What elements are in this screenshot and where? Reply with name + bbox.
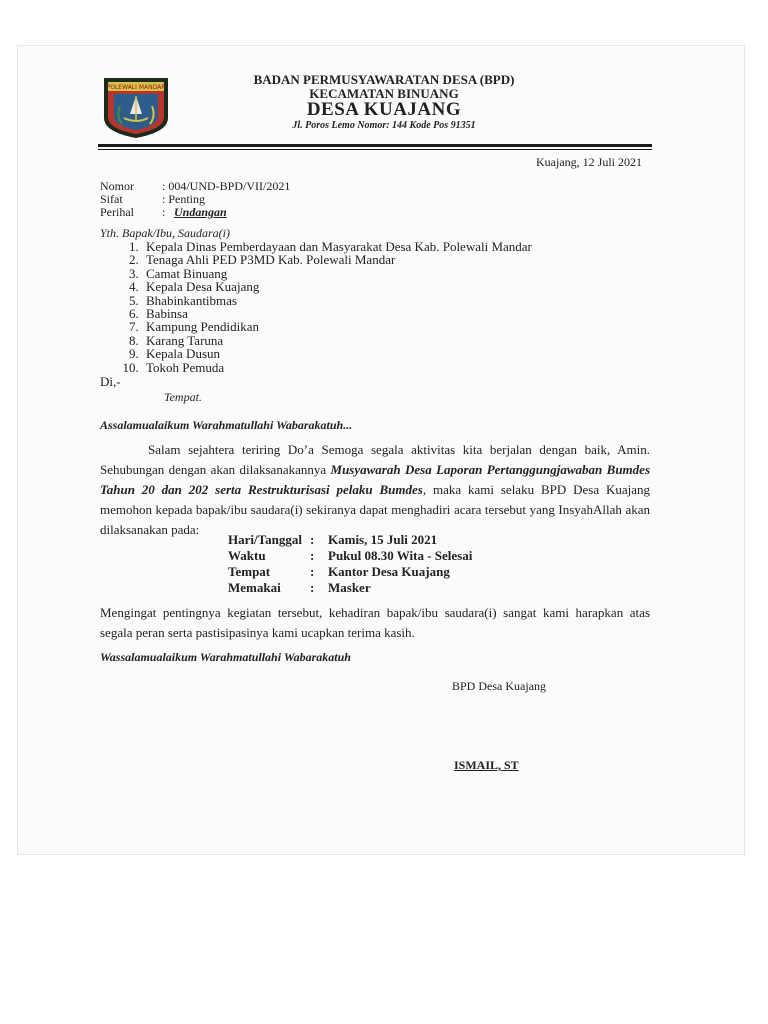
header-rule-thick <box>98 144 652 147</box>
meta-nomor-label: Nomor <box>100 179 134 193</box>
header-district: KECAMATAN BINUANG <box>309 86 459 101</box>
signatory: ISMAIL, ST <box>454 758 519 772</box>
body-event-name: Musyawarah Desa Laporan Pertanggungjawaban Bumdes Tahun 20 dan 202 serta Restrukturisasi pelaku Bumdes <box>100 462 650 497</box>
recipient-item: 10. Tokoh Pemuda <box>142 361 532 374</box>
di-line: Di,- <box>100 374 121 389</box>
closing-greeting: Wassalamualaikum Warahmatullahi Wabarakatuh <box>100 650 351 664</box>
meta-sifat-label: Sifat <box>100 192 123 206</box>
detail-colon: : <box>310 580 315 595</box>
meta-perihal-value: Undangan <box>174 205 227 219</box>
detail-row <box>228 532 472 548</box>
detail-value: Kantor Desa Kuajang <box>328 564 450 579</box>
detail-value: Pukul 08.30 Wita - Selesai <box>328 548 473 563</box>
detail-row <box>228 548 472 564</box>
header-village: DESA KUAJANG <box>306 99 462 120</box>
detail-label: Hari/Tanggal <box>228 532 302 547</box>
detail-colon: : <box>310 532 315 547</box>
recipient-list <box>100 240 532 374</box>
body-text-2: , maka kami selaku BPD Desa Kuajang memohon kepada bapak/ibu saudara(i) sekiranya dapat menghadiri acara tersebut yang InsyahAllah akan dilaksanakan pada: <box>100 482 650 537</box>
sender: BPD Desa Kuajang <box>452 679 546 693</box>
detail-colon: : <box>310 564 315 579</box>
body-paragraph <box>100 440 650 540</box>
recipient-item: 5. Bhabinkantibmas <box>142 294 532 307</box>
recipient-item: 2. Tenaga Ahli PED P3MD Kab. Polewali Mandar <box>142 253 532 266</box>
meta-perihal-label: Perihal <box>100 205 134 219</box>
recipient-item: 8. Karang Taruna <box>142 334 532 347</box>
salutation: Yth. Bapak/Ibu, Saudara(i) <box>100 226 230 240</box>
recipient-item: 7. Kampung Pendidikan <box>142 320 532 333</box>
recipient-item: 9. Kepala Dusun <box>142 347 532 360</box>
detail-row <box>228 564 472 580</box>
detail-row <box>228 580 472 596</box>
header-org: BADAN PERMUSYAWARATAN DESA (BPD) <box>253 72 515 87</box>
recipient-item: 6. Babinsa <box>142 307 532 320</box>
body-text-1: Salam sejahtera teriring Do’a Semoga segala aktivitas kita berjalan dengan baik, Amin. Sehubungan dengan akan dilaksanakannya <box>100 442 650 477</box>
recipient-item: 4. Kepala Desa Kuajang <box>142 280 532 293</box>
detail-value: Masker <box>328 580 371 595</box>
detail-label: Tempat <box>228 564 271 579</box>
header-address: Jl. Poros Lemo Nomor: 144 Kode Pos 91351 <box>292 120 476 131</box>
closing-paragraph: Mengingat pentingnya kegiatan tersebut, kehadiran bapak/ibu saudara(i) sangat kami harapkan atas segala peran serta pastisipasinya kami ucapkan terima kasih. <box>100 605 650 640</box>
tempat-line: Tempat. <box>164 390 202 404</box>
letter-date: Kuajang, 12 Juli 2021 <box>536 155 642 169</box>
detail-value: Kamis, 15 Juli 2021 <box>328 532 438 547</box>
detail-label: Memakai <box>228 580 281 595</box>
meta-perihal-colon: : <box>162 205 166 219</box>
logo-lettering: POLEWALI MANDAR <box>106 84 166 91</box>
recipient-item: 1. Kepala Dinas Pemberdayaan dan Masyarakat Desa Kab. Polewali Mandar <box>142 240 532 253</box>
event-details <box>228 532 472 596</box>
opening-greeting: Assalamualaikum Warahmatullahi Wabarakatuh... <box>100 418 353 432</box>
detail-label: Waktu <box>228 548 266 563</box>
header-rule-thin <box>98 149 652 150</box>
recipient-item: 3. Camat Binuang <box>142 267 532 280</box>
meta-sifat-value: : Penting <box>162 192 206 206</box>
detail-colon: : <box>310 548 315 563</box>
meta-nomor-value: : 004/UND-BPD/VII/2021 <box>162 179 291 193</box>
